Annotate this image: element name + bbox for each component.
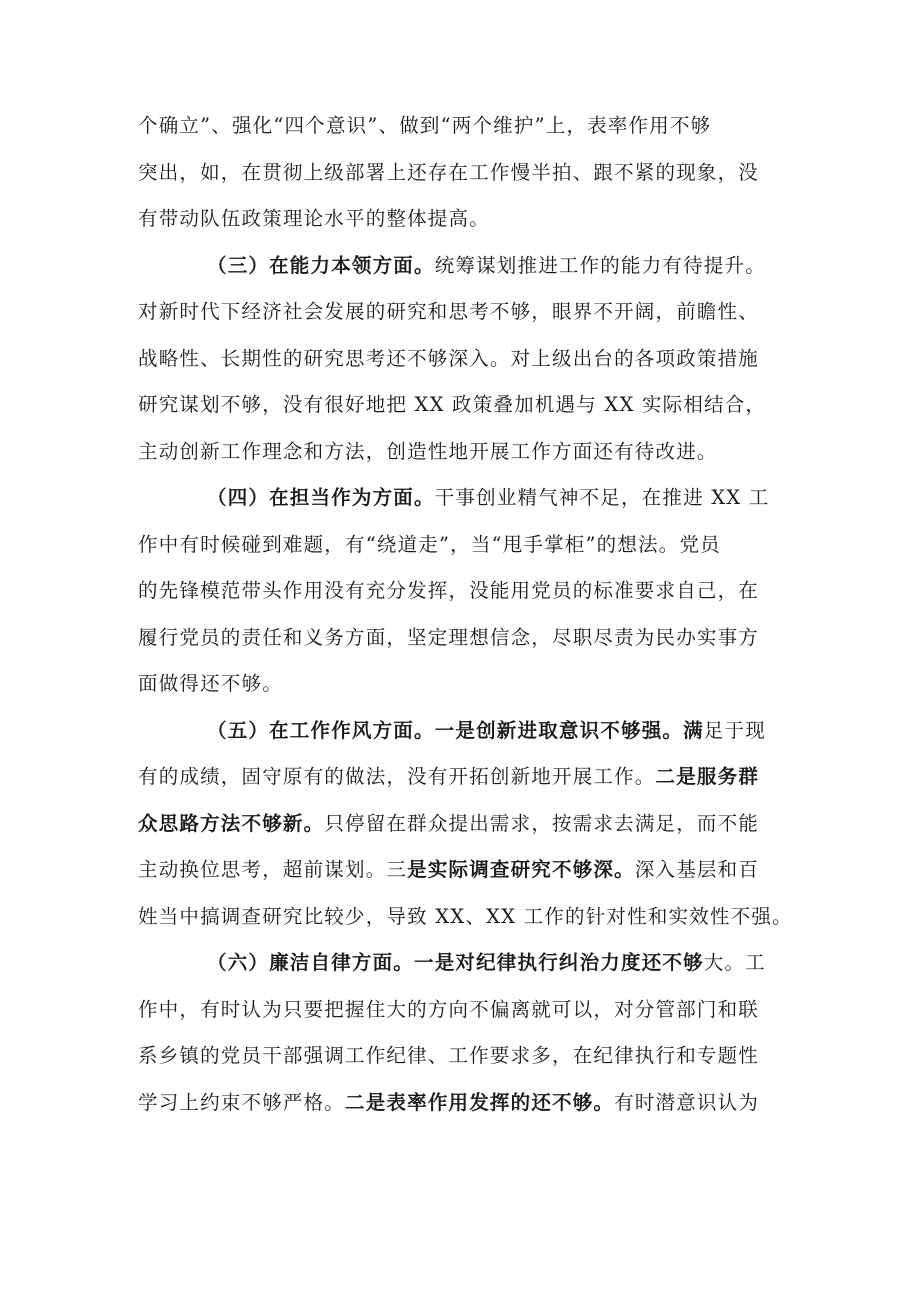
text-run: 战略性、长期性的研究思考还不够深入。对上级出台的各项政策措施 bbox=[138, 346, 760, 370]
text-run: 的先锋模范带头作用没有充分发挥，没能用党员的标准要求自己，在 bbox=[138, 579, 760, 602]
text-line bbox=[138, 429, 788, 476]
text-line bbox=[138, 103, 788, 150]
text-run: 突出，如，在贯彻上级部署上还存在工作慢半拍、跟不紧的现象，没 bbox=[138, 160, 760, 184]
text-run: 系乡镇的党员干部强调工作纪律、工作要求多，在纪律执行和专题性 bbox=[138, 1044, 760, 1067]
text-run: 有带动队伍政策理论水平的整体提高。 bbox=[138, 207, 490, 230]
text-line bbox=[138, 1033, 788, 1080]
text-line bbox=[138, 754, 788, 801]
text-run: 姓当中搞调查研究比较少，导致 XX、XX 工作的针对性和实效性不强。 bbox=[138, 904, 793, 928]
text-run: 有的成绩，固守原有的做法，没有开拓创新地开展工作。 bbox=[138, 765, 656, 788]
paragraph-p-five bbox=[138, 708, 793, 941]
text-run: 只停留在群众提出需求，按需求去满足，而不能 bbox=[324, 811, 760, 835]
text-line bbox=[138, 615, 788, 662]
bold-text-run: 众思路方法不够新。 bbox=[138, 811, 325, 835]
text-line bbox=[138, 661, 788, 708]
text-run: 统筹谋划推进工作的能力有待提升。 bbox=[434, 253, 766, 277]
text-line bbox=[138, 475, 788, 522]
text-run: 学习上约束不够严格。 bbox=[138, 1090, 346, 1114]
text-run: 履行党员的责任和义务方面，坚定理想信念，尽职尽责为民办实事方 bbox=[138, 625, 760, 649]
text-run: 研究谋划不够，没有很好地把 XX 政策叠加机遇与 XX 实际相结合， bbox=[138, 393, 767, 416]
text-run: 大。工 bbox=[703, 951, 766, 974]
text-run: 作中，有时认为只要把握住大的方向不偏离就可以，对分管部门和联 bbox=[138, 997, 760, 1021]
text-run: 个确立”、强化“四个意识”、做到“两个维护”上，表率作用不够 bbox=[138, 114, 712, 137]
bold-text-run: 是实际调查研究不够深。 bbox=[407, 858, 635, 881]
text-line bbox=[138, 987, 788, 1034]
bold-text-run: （三）在能力本领方面。 bbox=[207, 253, 435, 277]
text-run: 干事创业精气神不足，在推进 XX 工 bbox=[434, 486, 770, 509]
text-run: 深入基层和百 bbox=[634, 858, 760, 881]
bold-text-run: 二是表率作用发挥的还不够。 bbox=[345, 1090, 615, 1114]
text-run: 对新时代下经济社会发展的研究和思考不够，眼界不开阔，前瞻性、 bbox=[138, 300, 760, 323]
text-line bbox=[138, 568, 788, 615]
paragraph-p-three bbox=[138, 243, 788, 476]
text-run: 足于现 bbox=[703, 718, 766, 742]
text-run: 有时潜意识认为 bbox=[614, 1090, 760, 1114]
paragraph-p-four bbox=[138, 475, 788, 708]
paragraph-p-continued bbox=[138, 103, 788, 243]
text-line bbox=[138, 150, 788, 197]
text-run: 面做得还不够。 bbox=[138, 672, 283, 695]
paragraph-p-six bbox=[138, 940, 788, 1126]
text-line bbox=[138, 801, 788, 848]
text-line bbox=[138, 894, 793, 941]
text-line bbox=[138, 847, 788, 894]
text-line bbox=[138, 243, 788, 290]
text-run: 作中有时候碰到难题，有“绕道走”，当“甩手掌柜”的想法。党员 bbox=[138, 532, 721, 556]
text-line bbox=[138, 382, 788, 429]
text-line bbox=[138, 196, 788, 243]
text-line bbox=[138, 708, 788, 755]
text-line bbox=[138, 522, 788, 569]
text-line bbox=[138, 940, 788, 987]
bold-text-run: 二是服务群 bbox=[655, 765, 760, 788]
text-line bbox=[138, 336, 788, 383]
bold-text-run: （六）廉洁自律方面。一是对纪律执行纠治力度还不够 bbox=[207, 951, 704, 974]
bold-text-run: （四）在担当作为方面。 bbox=[207, 486, 435, 509]
text-line bbox=[138, 289, 788, 336]
text-line bbox=[138, 1080, 788, 1127]
text-run: 主动创新工作理念和方法，创造性地开展工作方面还有待改进。 bbox=[138, 439, 718, 463]
bold-text-run: （五）在工作作风方面。一是创新进取意识不够强。满 bbox=[207, 718, 704, 742]
document-body bbox=[138, 103, 793, 1126]
text-run: 主动换位思考，超前谋划。三 bbox=[138, 858, 408, 881]
